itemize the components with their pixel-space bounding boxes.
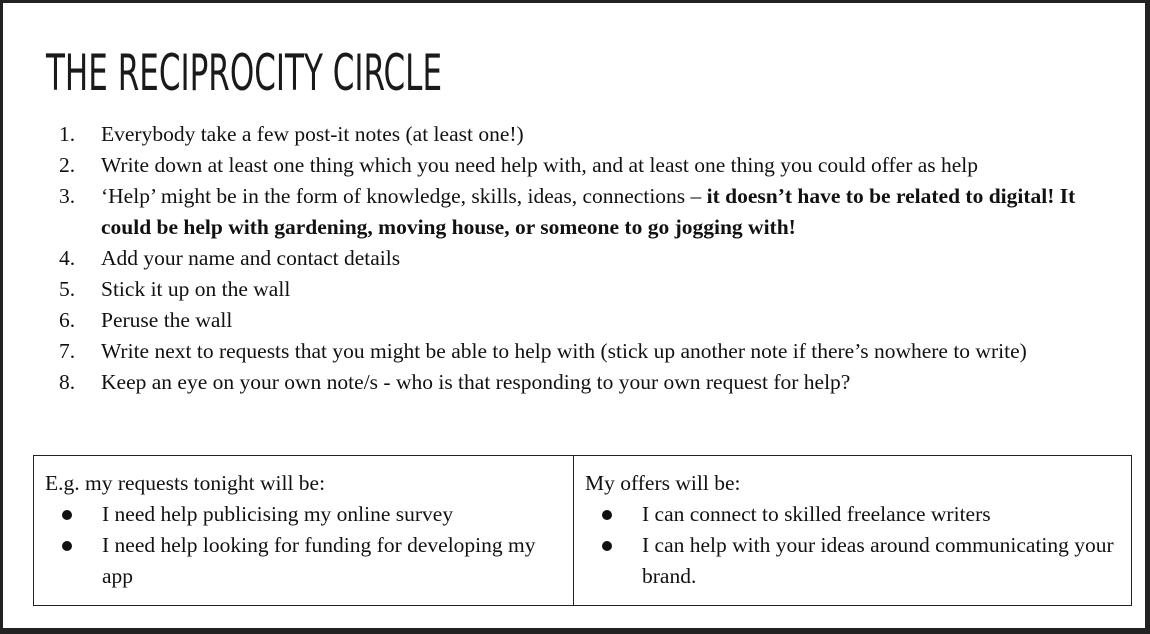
page-title: THE RECIPROCITY CIRCLE <box>46 44 443 102</box>
list-item <box>36 119 1126 150</box>
step-text: Write down at least one thing which you need help with, and at least one thing you could offer as help <box>101 153 979 177</box>
step-text: Write next to requests that you might be able to help with (stick up another note if there’s nowhere to write) <box>101 339 1027 363</box>
step-number: 4. <box>59 246 76 270</box>
list-item <box>45 499 563 530</box>
step-number: 8. <box>59 370 76 394</box>
offers-list <box>585 499 1121 592</box>
list-item <box>36 243 1126 274</box>
step-text: Everybody take a few post-it notes (at least one!) <box>101 122 524 146</box>
offers-heading: My offers will be: <box>585 471 741 495</box>
list-item <box>36 336 1126 367</box>
list-item <box>36 274 1126 305</box>
steps-list <box>36 119 1126 398</box>
list-item <box>45 530 563 592</box>
bullet-icon <box>602 510 612 520</box>
requests-heading: E.g. my requests tonight will be: <box>45 471 326 495</box>
step-text: ‘Help’ might be in the form of knowledge, skills, ideas, connections – <box>101 184 707 208</box>
requests-list <box>45 499 563 592</box>
request-text: I need help publicising my online survey <box>102 502 454 526</box>
step-text: Stick it up on the wall <box>101 277 291 301</box>
step-emphasis: it doesn’t have to be related to digital! It could be help with gardening, moving house, or someone to go jogging with! <box>101 184 1076 239</box>
document-page <box>3 3 1145 628</box>
list-item <box>36 305 1126 336</box>
examples-table <box>33 455 1132 606</box>
step-number: 1. <box>59 122 76 146</box>
offer-text: I can connect to skilled freelance writers <box>642 502 991 526</box>
step-number: 7. <box>59 339 76 363</box>
step-text: Keep an eye on your own note/s - who is that responding to your own request for help? <box>101 370 851 394</box>
bullet-icon <box>62 510 72 520</box>
list-item <box>36 367 1126 398</box>
list-item <box>585 530 1121 592</box>
offers-column <box>574 456 1131 605</box>
step-number: 5. <box>59 277 76 301</box>
requests-column <box>34 456 574 605</box>
list-item <box>36 181 1126 243</box>
step-number: 2. <box>59 153 76 177</box>
step-number: 6. <box>59 308 76 332</box>
bullet-icon <box>602 541 612 551</box>
step-text: Peruse the wall <box>101 308 233 332</box>
request-text: I need help looking for funding for developing my app <box>102 533 536 588</box>
step-text: Add your name and contact details <box>101 246 401 270</box>
step-number: 3. <box>59 184 76 208</box>
list-item <box>585 499 1121 530</box>
bullet-icon <box>62 541 72 551</box>
list-item <box>36 150 1126 181</box>
offer-text: I can help with your ideas around communicating your brand. <box>642 533 1114 588</box>
